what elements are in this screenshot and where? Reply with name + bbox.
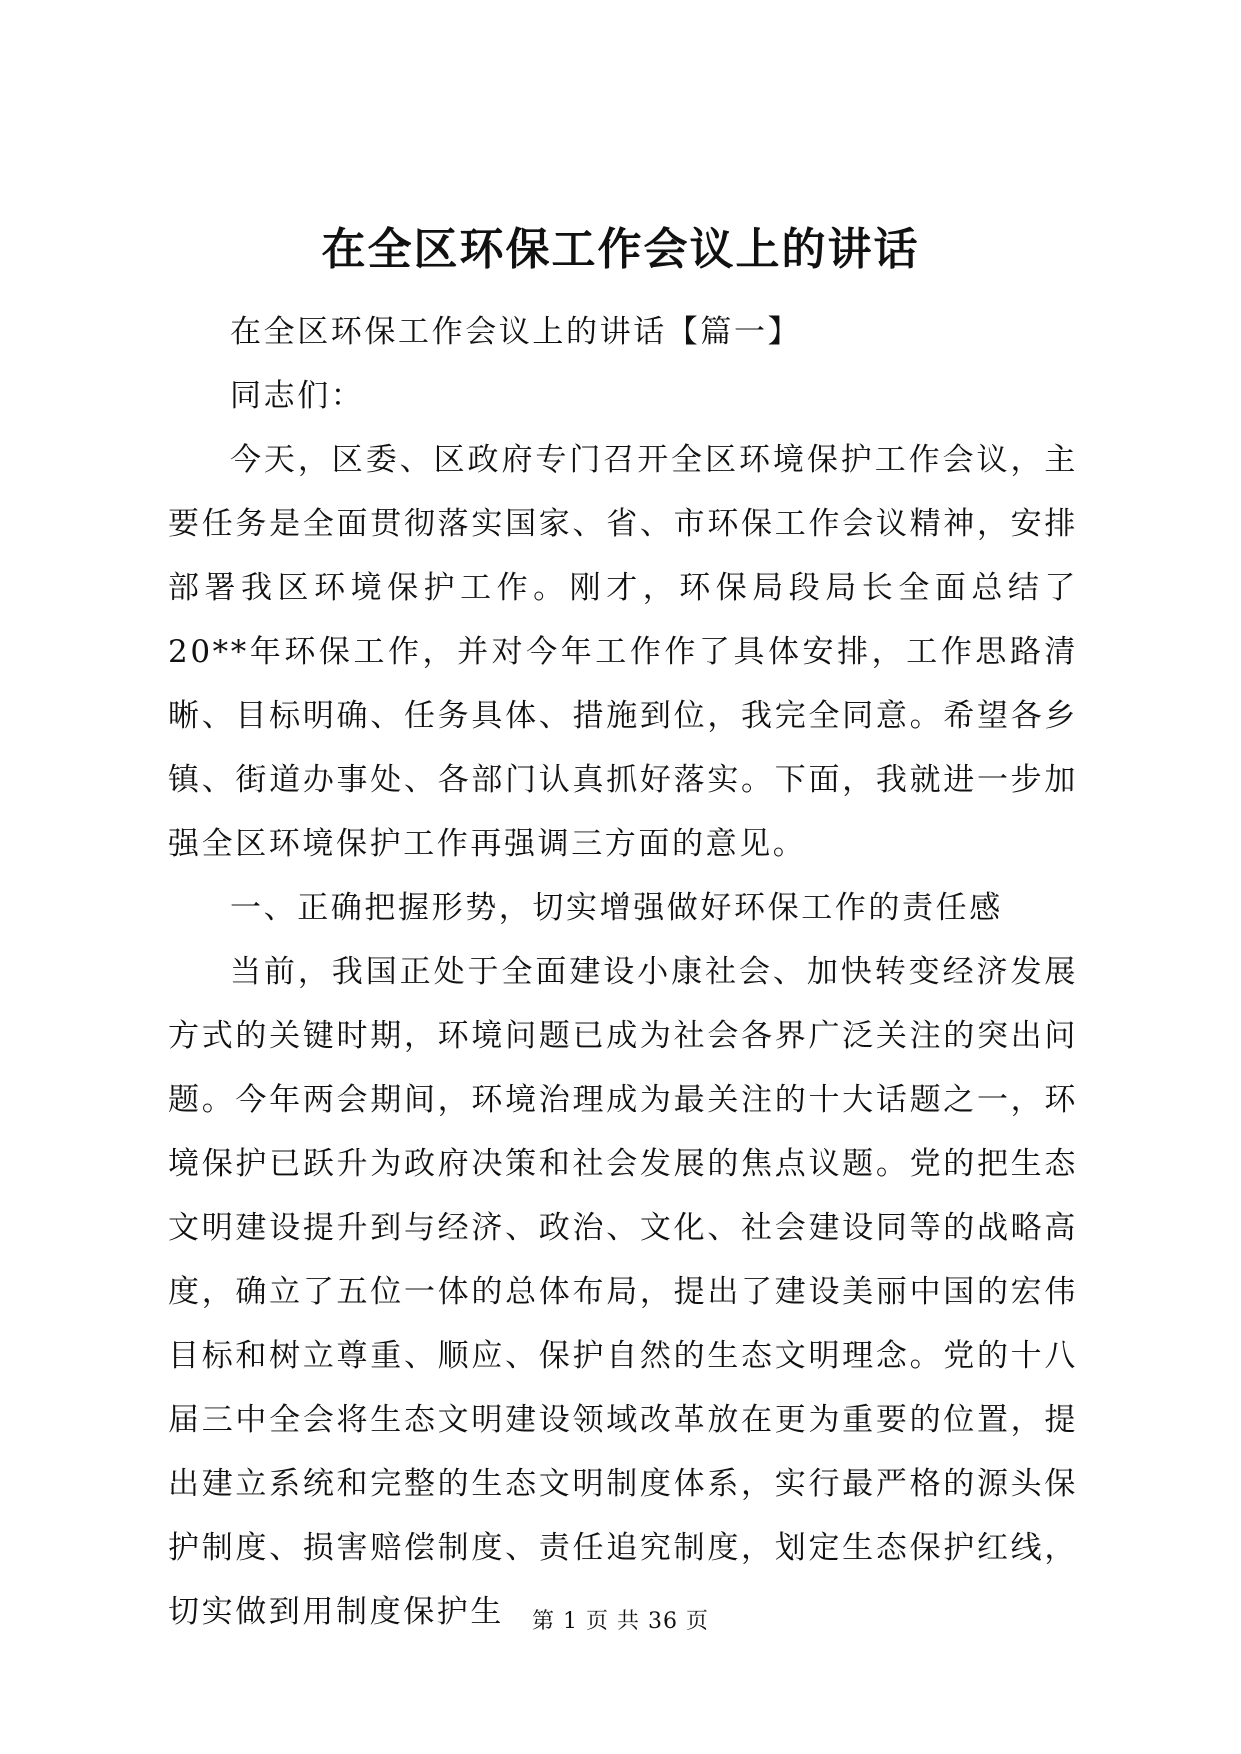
section-heading-one: 一、正确把握形势，切实增强做好环保工作的责任感 bbox=[230, 890, 1003, 926]
salutation: 同志们： bbox=[230, 378, 365, 414]
document-title: 在全区环保工作会议上的讲话 bbox=[321, 224, 920, 275]
document-body bbox=[168, 300, 1078, 1644]
paragraph-intro: 今天，区委、区政府专门召开全区环境保护工作会议，主要任务是全面贯彻落实国家、省、市环保工作会议精神，安排部署我区环境保护工作。刚才，环保局段局长全面总结了20**年环保工作，并对今年工作作了具体安排，工作思路清晰、目标明确、任务具体、措施到位，我完全同意。希望各乡镇、街道办事处、各部门认真抓好落实。下面，我就进一步加强全区环境保护工作再强调三方面的意见。 bbox=[168, 442, 1078, 862]
section-heading-part-one: 在全区环保工作会议上的讲话【篇一】 bbox=[230, 314, 802, 350]
paragraph-situation: 当前，我国正处于全面建设小康社会、加快转变经济发展方式的关键时期，环境问题已成为社会各界广泛关注的突出问题。今年两会期间，环境治理成为最关注的十大话题之一，环境保护已跃升为政府决策和社会发展的焦点议题。党的把生态文明建设提升到与经济、政治、文化、社会建设同等的战略高度，确立了五位一体的总体布局，提出了建设美丽中国的宏伟目标和树立尊重、顺应、保护自然的生态文明理念。党的十八届三中全会将生态文明建设领域改革放在更为重要的位置，提出建立系统和完整的生态文明制度体系，实行最严格的源头保护制度、损害赔偿制度、责任追究制度，划定生态保护红线，切实做到用制度保护生 bbox=[168, 954, 1078, 1630]
page-number-footer: 第 1 页 共 36 页 bbox=[532, 1609, 709, 1634]
